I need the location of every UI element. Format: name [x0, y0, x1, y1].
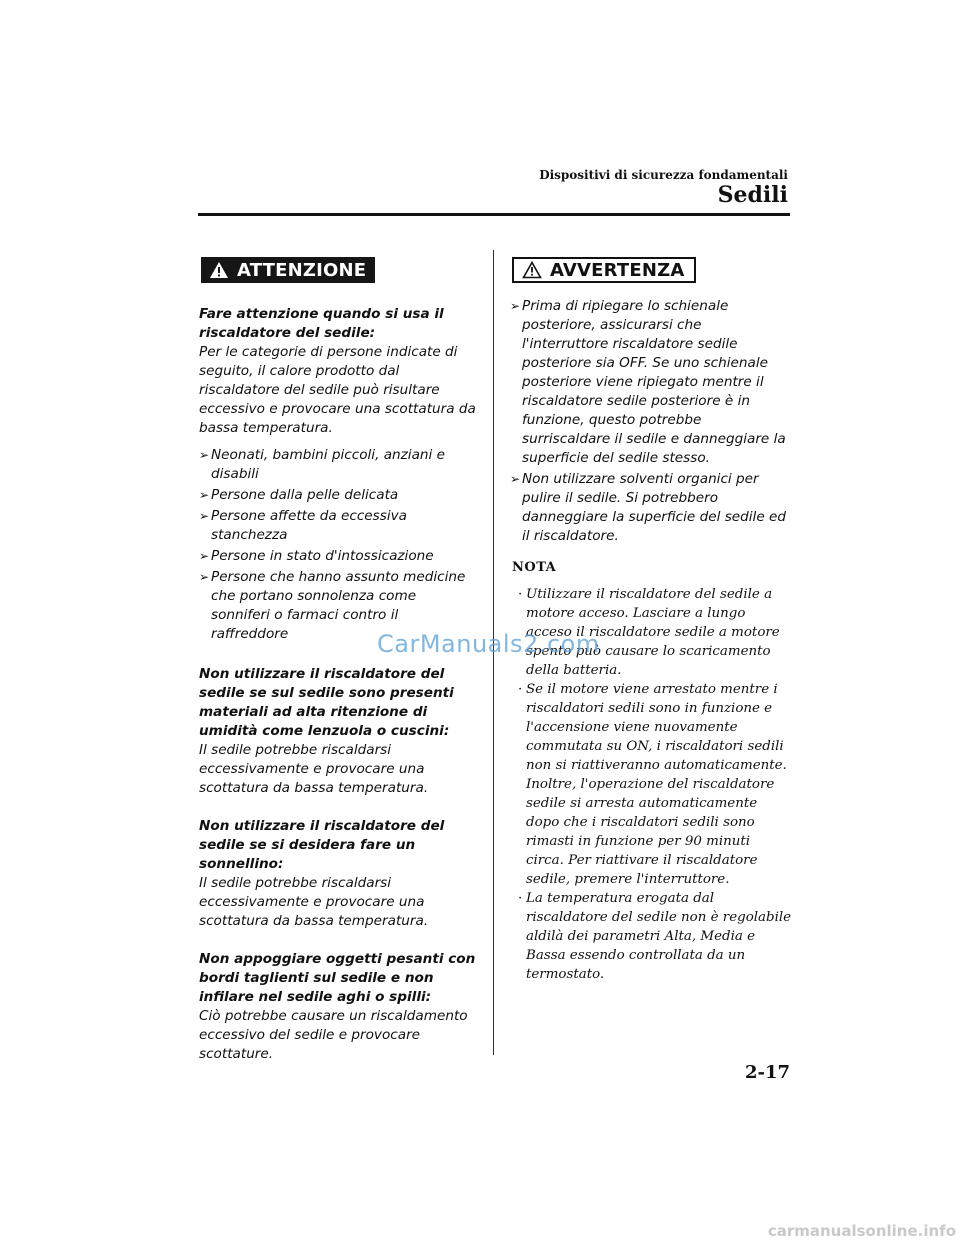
list-item: · Utilizzare il riscaldatore del sedile a motore acceso. Lasciare a lungo acceso il riscaldatore sedile a motore spento può causare lo scaricamento della batteria. — [518, 587, 780, 678]
list-item: ➢ Neonati, bambini piccoli, anziani e disabili — [199, 447, 445, 482]
warning-triangle-icon — [209, 261, 229, 279]
caution-column — [199, 253, 479, 1064]
arrow-bullet-icon: ➢ — [199, 509, 210, 523]
caution-body: Il sedile potrebbe riscaldarsi eccessivamente e provocare una scottatura da bassa temperatura. — [199, 742, 429, 796]
caution-heading: Non utilizzare il riscaldatore del sedile se si desidera fare un sonnellino: — [199, 818, 445, 872]
dot-bullet-icon: · — [518, 891, 523, 906]
list-item: · La temperatura erogata dal riscaldatore del sedile non è regolabile aldilà dei parametri Alta, Media e Bassa essendo controllata da un termostato. — [518, 891, 792, 982]
list-item: ➢ Non utilizzare solventi organici per pulire il sedile. Si potrebbero danneggiare la superficie del sedile ed il riscaldatore. — [510, 471, 787, 544]
caution-heading: Non utilizzare il riscaldatore del sedile se sul sedile sono presenti materiali ad alta ritenzione di umidità come lenzuola o cuscini: — [199, 666, 454, 739]
header-section-title: Dispositivi di sicurezza fondamentali — [539, 168, 788, 182]
caution-body: Ciò potrebbe causare un riscaldamento eccessivo del sedile e provocare scottature. — [199, 1008, 468, 1062]
arrow-bullet-icon: ➢ — [199, 488, 210, 502]
arrow-bullet-icon: ➢ — [199, 448, 210, 462]
warning-label: AVVERTENZA — [550, 259, 685, 281]
header-chapter-title: Sedili — [717, 182, 788, 208]
footer-url: carmanualsonline.info — [767, 1222, 956, 1240]
warning-column — [510, 253, 792, 984]
warning-bullet-list — [510, 297, 792, 546]
header-rule — [198, 213, 790, 216]
list-item: ➢ Persone che hanno assunto medicine che portano sonnolenza come sonniferi o farmaci contro il raffreddore — [199, 569, 466, 642]
arrow-bullet-icon: ➢ — [510, 299, 521, 313]
arrow-bullet-icon: ➢ — [199, 570, 210, 584]
arrow-bullet-icon: ➢ — [510, 472, 521, 486]
dot-bullet-icon: · — [518, 587, 523, 602]
caution-bullet-list — [199, 446, 479, 644]
note-label: NOTA — [512, 560, 557, 575]
list-item: · Se il motore viene arrestato mentre i riscaldatori sedili sono in funzione e l'accensione viene nuovamente commutata su ON, i riscaldatori sedili non si riattiveranno automaticamente. Inoltre, l'operazione del riscaldatore sedile si arresta automaticamente dopo che i riscaldatori sedili sono rimasti in funzione per 90 minuti circa. Per riattivare il riscaldatore sedile, premere l'interruttore. — [518, 682, 787, 887]
watermark: CarManuals2.com — [377, 630, 600, 658]
caution-body: Il sedile potrebbe riscaldarsi eccessivamente e provocare una scottatura da bassa temperatura. — [199, 875, 429, 929]
list-item: ➢ Prima di ripiegare lo schienale posteriore, assicurarsi che l'interruttore riscaldatore sedile posteriore sia OFF. Se uno schienale posteriore viene ripiegato mentre il riscaldatore sedile posteriore è in funzione, questo potrebbe surriscaldare il sedile e danneggiare la superficie del sedile stesso. — [510, 298, 786, 466]
caution-label: ATTENZIONE — [237, 259, 367, 281]
list-item: ➢ Persone in stato d'intossicazione — [199, 548, 434, 564]
page-number: 2-17 — [744, 1062, 790, 1083]
list-item: ➢ Persone dalla pelle delicata — [199, 487, 399, 503]
list-item: ➢ Persone affette da eccessiva stanchezza — [199, 508, 407, 543]
caution-body: Per le categorie di persone indicate di seguito, il calore prodotto dal riscaldatore del sedile può risultare eccessivo e provocare una scottatura da bassa temperatura. — [199, 344, 476, 436]
warning-badge — [512, 257, 696, 283]
caution-heading: Fare attenzione quando si usa il riscaldatore del sedile: — [199, 306, 444, 341]
arrow-bullet-icon: ➢ — [199, 549, 210, 563]
dot-bullet-icon: · — [518, 682, 523, 697]
caution-badge — [201, 257, 375, 283]
caution-heading: Non appoggiare oggetti pesanti con bordi taglienti sul sedile e non infilare nel sedile aghi o spilli: — [199, 951, 476, 1005]
warning-triangle-icon — [522, 261, 542, 279]
